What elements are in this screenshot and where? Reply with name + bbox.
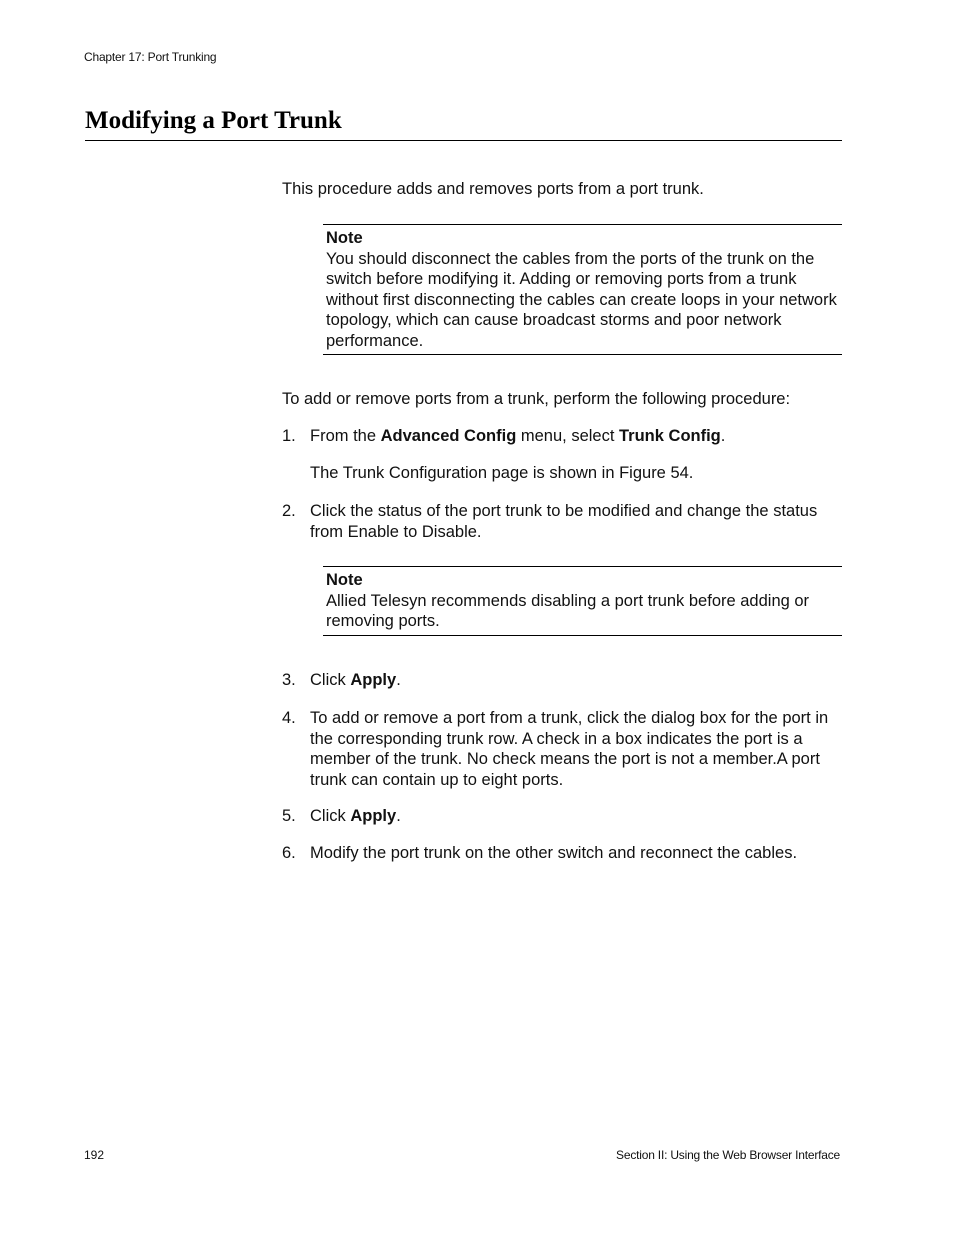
step-text: From the Advanced Config menu, select Trunk Config. [310, 427, 726, 445]
note-box-disconnect [323, 224, 842, 355]
step-3 [282, 670, 842, 691]
step-number: 1. [282, 427, 296, 445]
note-label: Note [326, 571, 363, 589]
menu-name-advanced-config: Advanced Config [380, 427, 517, 445]
step-number: 6. [282, 844, 296, 862]
button-name-apply: Apply [350, 671, 397, 689]
step-5 [282, 806, 842, 827]
step-1 [282, 426, 842, 447]
step-number: 3. [282, 671, 296, 689]
running-header: Chapter 17: Port Trunking [84, 50, 217, 64]
step-1-result: The Trunk Configuration page is shown in Figure 54. [310, 464, 694, 482]
step-text: To add or remove a port from a trunk, click the dialog box for the port in the corresponding trunk row. A check in a box indicates the port is a member of the trunk. No check means the port is not a member.A port trunk can contain up to eight ports. [310, 709, 829, 789]
step-text: Click Apply. [310, 671, 401, 689]
step-text: Click Apply. [310, 807, 401, 825]
step-number: 2. [282, 502, 296, 520]
step-number: 5. [282, 807, 296, 825]
section-title: Modifying a Port Trunk [85, 107, 342, 134]
footer-section-title: Section II: Using the Web Browser Interface [616, 1148, 840, 1162]
page-number: 192 [84, 1148, 105, 1162]
procedure-intro: To add or remove ports from a trunk, perform the following procedure: [282, 390, 791, 408]
step-4 [282, 708, 842, 790]
step-number: 4. [282, 709, 296, 727]
intro-paragraph: This procedure adds and removes ports from a port trunk. [282, 180, 704, 198]
note-label: Note [326, 229, 363, 247]
step-2 [282, 501, 842, 542]
step-text: Modify the port trunk on the other switch and reconnect the cables. [310, 844, 798, 862]
menu-item-trunk-config: Trunk Config [619, 427, 721, 445]
note-text: Allied Telesyn recommends disabling a port trunk before adding or removing ports. [326, 591, 810, 630]
step-text: Click the status of the port trunk to be modified and change the status from Enable to Disable. [310, 502, 818, 541]
button-name-apply: Apply [350, 807, 397, 825]
note-box-disable [323, 566, 842, 636]
step-6 [282, 843, 842, 864]
title-rule [85, 140, 842, 141]
note-text: You should disconnect the cables from the ports of the trunk on the switch before modifying it. Adding or removing ports from a trunk without first disconnecting the cables can create loops in your network topology, which can cause broadcast storms and poor network performance. [326, 249, 837, 350]
